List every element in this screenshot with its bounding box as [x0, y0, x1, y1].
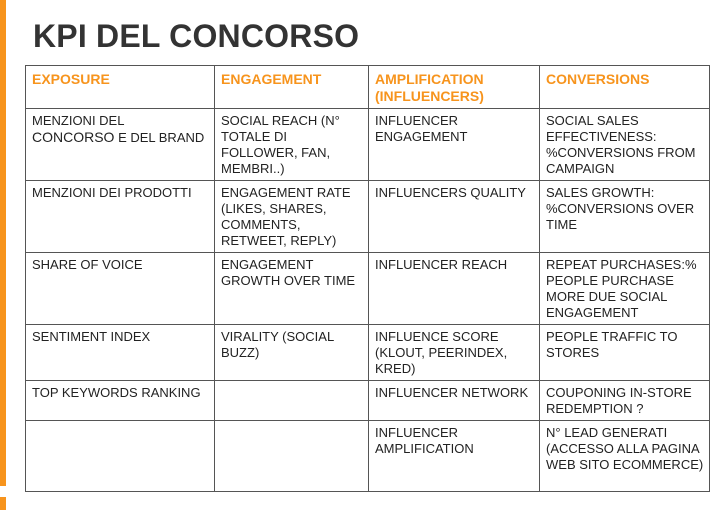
cell-engagement: VIRALITY (SOCIAL BUZZ)	[215, 325, 369, 381]
table-header-row	[26, 66, 710, 109]
cell-engagement	[215, 421, 369, 492]
cell-exposure: MENZIONI DEI PRODOTTI	[26, 181, 215, 253]
header-engagement: ENGAGEMENT	[215, 66, 369, 109]
cell-engagement: ENGAGEMENT GROWTH OVER TIME	[215, 253, 369, 325]
table-row	[26, 253, 710, 325]
cell-conversions: COUPONING IN-STORE REDEMPTION ?	[540, 381, 710, 421]
cell-amplification: INFLUENCER AMPLIFICATION	[369, 421, 540, 492]
kpi-table	[25, 65, 710, 492]
cell-engagement	[215, 381, 369, 421]
table-row	[26, 109, 710, 181]
cell-conversions: PEOPLE TRAFFIC TO STORES	[540, 325, 710, 381]
cell-exposure: SHARE OF VOICE	[26, 253, 215, 325]
cell-amplification: INFLUENCER NETWORK	[369, 381, 540, 421]
cell-conversions: SOCIAL SALES EFFECTIVENESS: %CONVERSIONS FROM CAMPAIGN	[540, 109, 710, 181]
table-row	[26, 381, 710, 421]
cell-text-part: E DEL BRAND	[114, 130, 205, 145]
cell-amplification: INFLUENCERS QUALITY	[369, 181, 540, 253]
cell-exposure	[26, 109, 215, 181]
header-exposure: EXPOSURE	[26, 66, 215, 109]
table-row	[26, 421, 710, 492]
cell-amplification: INFLUENCER ENGAGEMENT	[369, 109, 540, 181]
header-conversions: CONVERSIONS	[540, 66, 710, 109]
cell-amplification: INFLUENCER REACH	[369, 253, 540, 325]
cell-conversions: REPEAT PURCHASES:% PEOPLE PURCHASE MORE DUE SOCIAL ENGAGEMENT	[540, 253, 710, 325]
slide-title: KPI DEL CONCORSO	[33, 18, 360, 54]
cell-text-part: MENZIONI DEL	[32, 113, 124, 128]
header-amplification: AMPLIFICATION (INFLUENCERS)	[369, 66, 540, 109]
cell-conversions: N° LEAD GENERATI (ACCESSO ALLA PAGINA WEB SITO ECOMMERCE)	[540, 421, 710, 492]
table-row	[26, 181, 710, 253]
cell-engagement: ENGAGEMENT RATE (LIKES, SHARES, COMMENTS, RETWEET, REPLY)	[215, 181, 369, 253]
cell-exposure: TOP KEYWORDS RANKING	[26, 381, 215, 421]
cell-text-part: CONCORSO	[32, 129, 115, 145]
orange-accent-marker	[0, 497, 6, 510]
cell-exposure: SENTIMENT INDEX	[26, 325, 215, 381]
cell-engagement: SOCIAL REACH (N° TOTALE DI FOLLOWER, FAN, MEMBRI..)	[215, 109, 369, 181]
cell-amplification: INFLUENCE SCORE (KLOUT, PEERINDEX, KRED)	[369, 325, 540, 381]
cell-exposure	[26, 421, 215, 492]
cell-conversions: SALES GROWTH: %CONVERSIONS OVER TIME	[540, 181, 710, 253]
table-row	[26, 325, 710, 381]
orange-accent-bar	[0, 0, 6, 486]
